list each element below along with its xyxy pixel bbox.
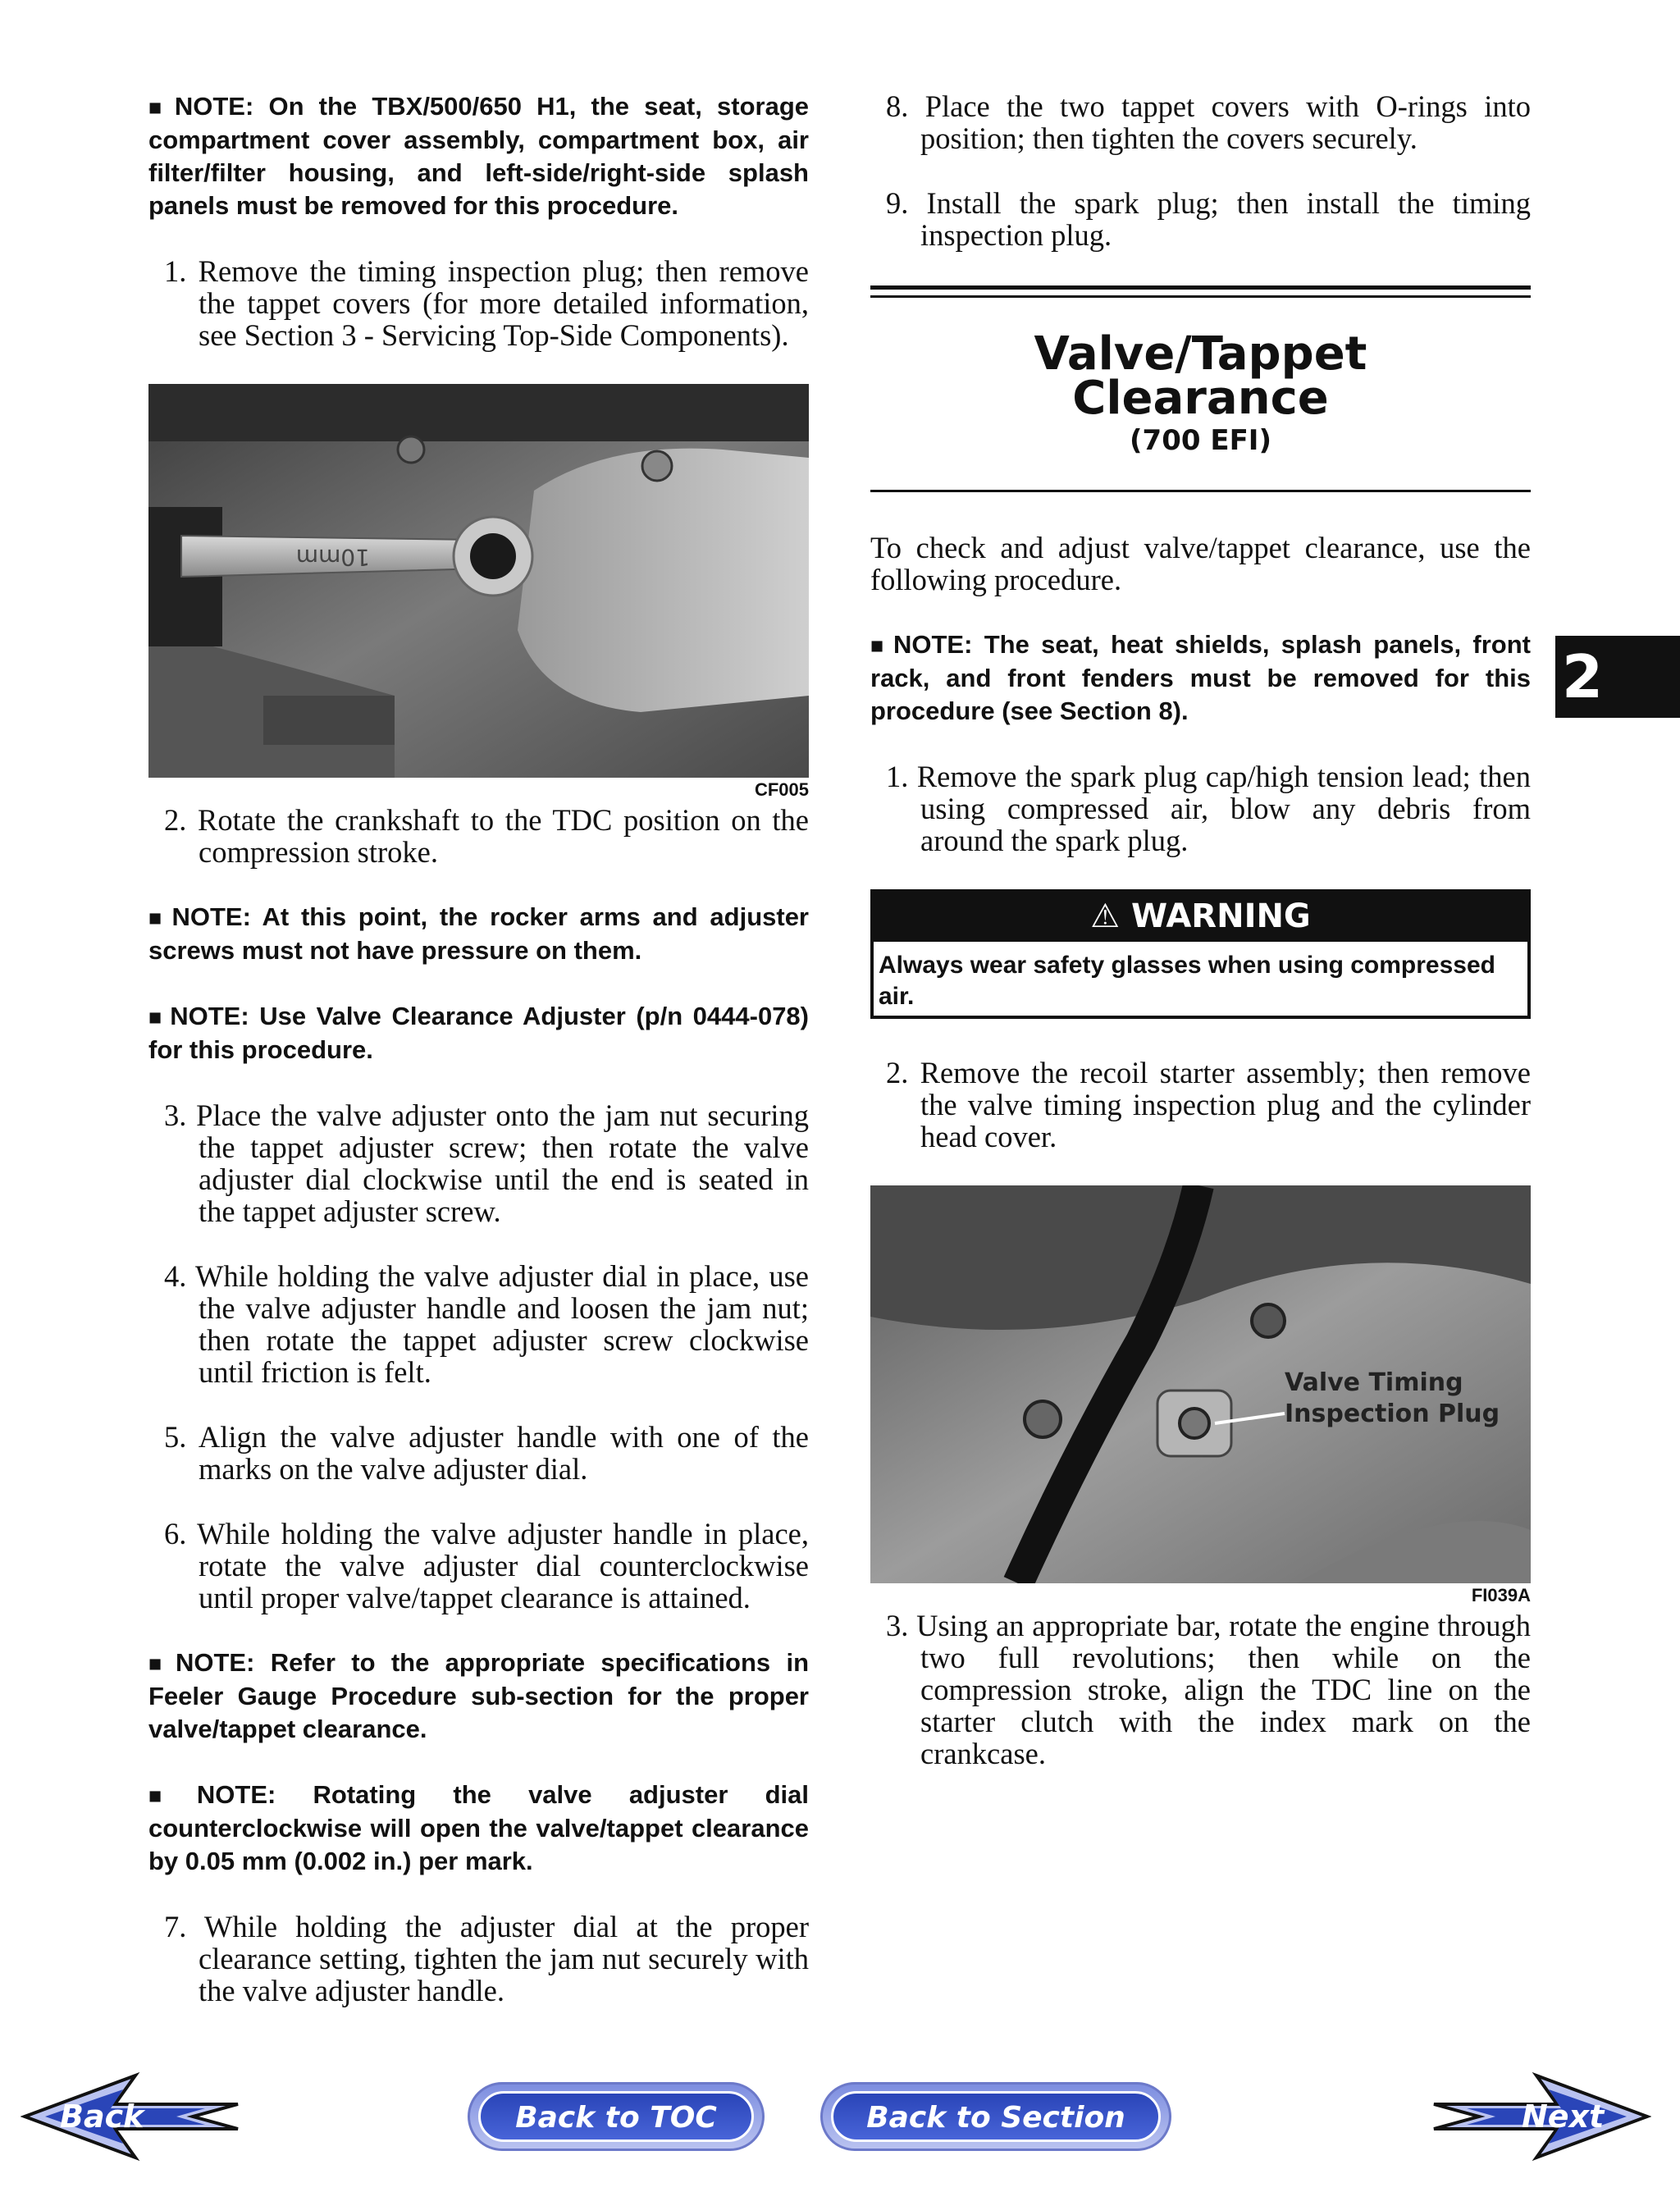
section-subtitle: (700 EFI) — [1130, 424, 1271, 457]
note-rotating-dial: ■ NOTE: Rotating the valve adjuster dial counterclockwise will open the valve/tappet clearance by 0.05 mm (0.002 in.) per mark. — [148, 1780, 809, 1875]
next-label: Next — [1522, 2098, 1605, 2135]
step-8: 8. Place the two tappet covers with O-rings into position; then tighten the covers securely. — [886, 89, 1531, 155]
right-column — [870, 90, 1531, 1802]
square-bullet-icon: ■ — [148, 906, 167, 930]
note-valve-clearance-adjuster: ■ NOTE: Use Valve Clearance Adjuster (p/n 0444-078) for this procedure. — [148, 1002, 809, 1064]
back-button[interactable] — [21, 2071, 242, 2162]
section-tab: 2 — [1555, 636, 1680, 718]
warning-body: Always wear safety glasses when using compressed air. — [879, 952, 1495, 1010]
photo-label-line2: Inspection Plug — [1285, 1400, 1500, 1428]
section-title: Valve/Tappet Clearance — [1034, 327, 1367, 425]
back-to-toc-button[interactable] — [468, 2082, 765, 2151]
square-bullet-icon: ■ — [148, 1005, 166, 1030]
note-rocker-arms: ■ NOTE: At this point, the rocker arms and adjuster screws must not have pressure on them. — [148, 902, 809, 965]
warning-header: ⚠ WARNING — [874, 893, 1527, 942]
engine-photo-illustration — [148, 384, 809, 778]
square-bullet-icon: ■ — [148, 95, 170, 120]
step-r3: 3. Using an appropriate bar, rotate the engine through two full revolutions; then while on the compression stroke, align the TDC line on the starter clutch with the index mark on the crankcase. — [886, 1609, 1531, 1770]
step-4: 4. While holding the valve adjuster dial in place, use the valve adjuster handle and loosen the jam nut; then rotate the tappet adjuster screw clockwise until friction is felt. — [164, 1259, 809, 1389]
step-7: 7. While holding the adjuster dial at the proper clearance setting, tighten the jam nut securely with the valve adjuster handle. — [164, 1910, 809, 2007]
next-button[interactable] — [1430, 2071, 1651, 2162]
engine-photo-illustration-2 — [870, 1185, 1531, 1583]
photo-valve-timing-plug — [870, 1185, 1531, 1583]
photo-tappet-cover-wrench — [148, 384, 809, 778]
photo-caption-fi039a: FI039A — [1471, 1585, 1531, 1605]
warning-triangle-icon: ⚠ — [1090, 897, 1121, 935]
step-3: 3. Place the valve adjuster onto the jam nut securing the tappet adjuster screw; then rotate the valve adjuster dial clockwise until the end is seated in the tappet adjuster screw. — [164, 1098, 809, 1228]
left-column — [148, 90, 809, 2039]
back-to-toc-label: Back to TOC — [478, 2091, 754, 2142]
back-to-section-toc-label: Back to Section TOC — [831, 2091, 1161, 2142]
note-feeler-gauge: ■ NOTE: Refer to the appropriate specifications in Feeler Gauge Procedure sub-section for the proper valve/tappet clearance. — [148, 1648, 810, 1743]
section-single-rule — [870, 490, 1531, 492]
step-5: 5. Align the valve adjuster handle with one of the marks on the valve adjuster dial. — [164, 1420, 809, 1486]
svg-text:10mm: 10mm — [295, 544, 370, 571]
step-6: 6. While holding the valve adjuster handle in place, rotate the valve adjuster dial counterclockwise until proper valve/tappet clearance is attained. — [164, 1517, 809, 1614]
step-r2: 2. Remove the recoil starter assembly; then remove the valve timing inspection plug and the cylinder head cover. — [886, 1056, 1531, 1153]
note-removal-tbx: ■ NOTE: On the TBX/500/650 H1, the seat, storage compartment cover assembly, compartment box, air filter/filter housing, and left-side/right-side splash panels must be removed for this procedure. — [148, 92, 809, 220]
step-2: 2. Rotate the crankshaft to the TDC position on the compression stroke. — [164, 803, 809, 869]
back-to-section-toc-button[interactable] — [820, 2082, 1171, 2184]
square-bullet-icon: ■ — [870, 633, 888, 658]
photo-label-line1: Valve Timing — [1285, 1368, 1463, 1397]
square-bullet-icon: ■ — [148, 1651, 171, 1676]
step-9: 9. Install the spark plug; then install the timing inspection plug. — [886, 186, 1531, 252]
intro-paragraph: To check and adjust valve/tappet clearance, use the following procedure. — [870, 531, 1531, 596]
step-1: 1. Remove the timing inspection plug; then remove the tappet covers (for more detailed information, see Section 3 - Servicing Top-Side Components). — [164, 254, 809, 352]
note-removal-700: ■ NOTE: The seat, heat shields, splash panels, front rack, and front fenders must be removed for this procedure (see Section 8). — [870, 630, 1531, 725]
section-double-rule — [870, 285, 1531, 298]
step-r1: 1. Remove the spark plug cap/high tension lead; then using compressed air, blow any debris from around the spark plug. — [886, 760, 1531, 857]
warning-box — [870, 889, 1531, 1019]
back-label: Back — [60, 2098, 144, 2135]
square-bullet-icon: ■ — [148, 1783, 192, 1808]
photo-caption-cf005: CF005 — [754, 779, 809, 800]
